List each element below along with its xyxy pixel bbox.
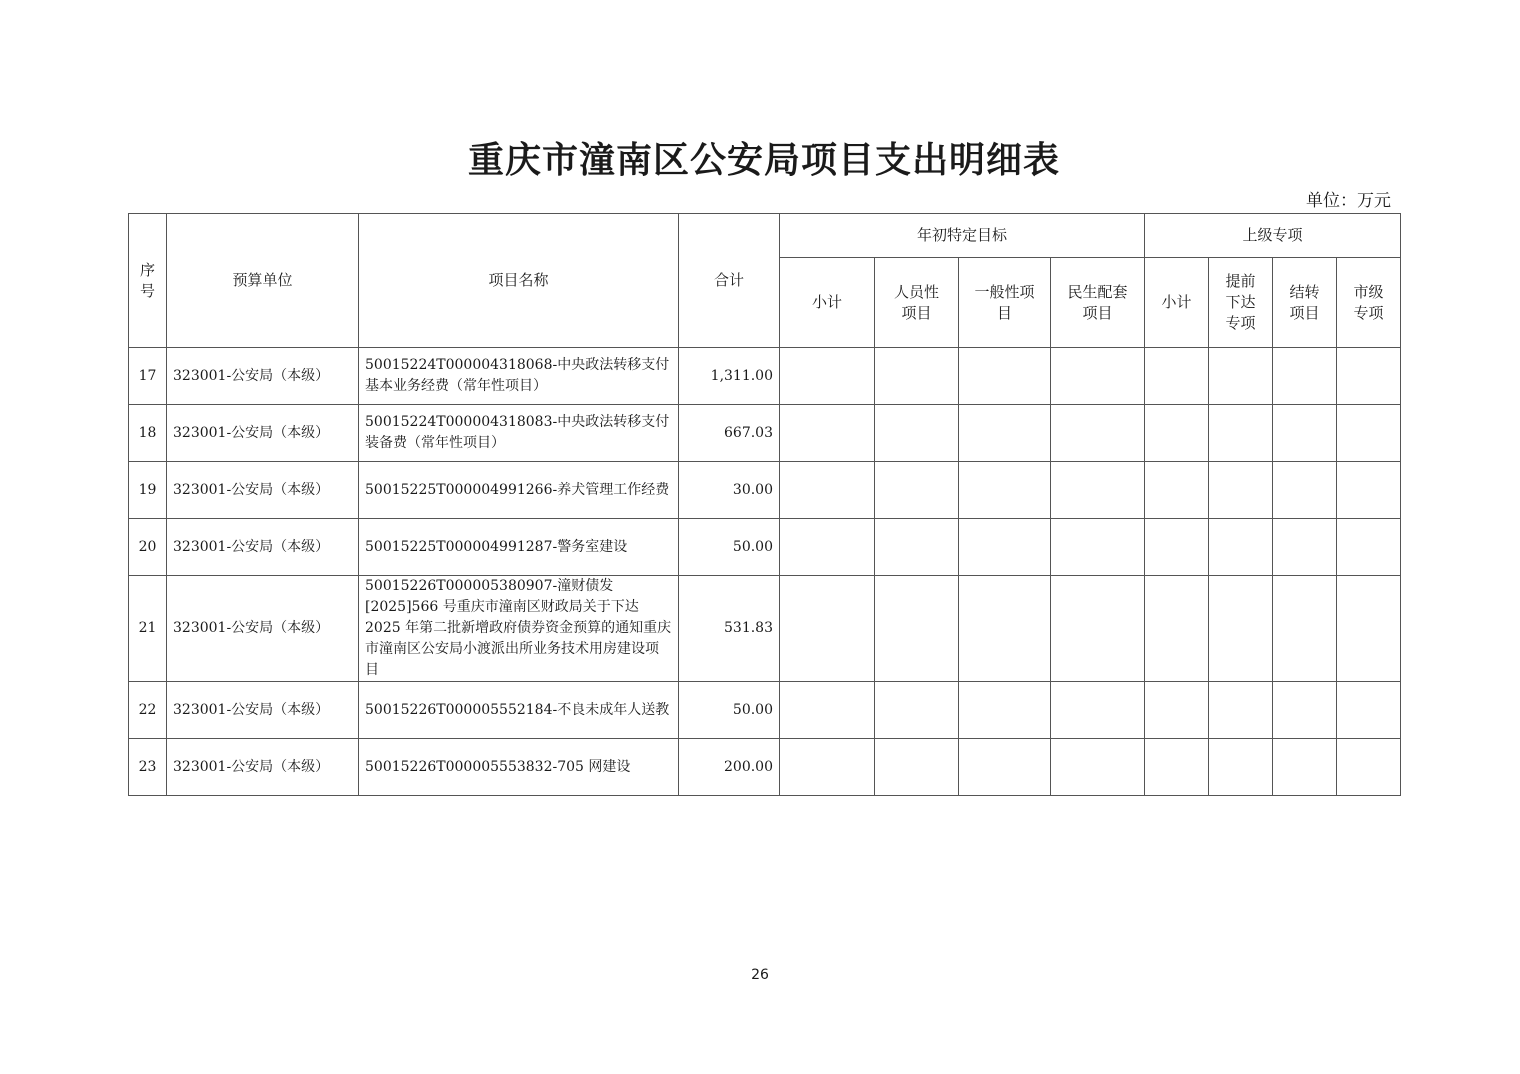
page-number: 26 — [751, 967, 769, 983]
empty-cell — [1209, 519, 1273, 576]
header-livelihood: 民生配套 项目 — [1051, 258, 1145, 348]
row-total: 1,311.00 — [679, 348, 780, 405]
empty-cell — [875, 682, 959, 739]
empty-cell — [1209, 348, 1273, 405]
empty-cell — [1337, 576, 1401, 682]
empty-cell — [959, 405, 1051, 462]
empty-cell — [780, 462, 875, 519]
row-total: 50.00 — [679, 519, 780, 576]
empty-cell — [1337, 462, 1401, 519]
row-total: 667.03 — [679, 405, 780, 462]
empty-cell — [1273, 682, 1337, 739]
row-budget-unit: 323001-公安局（本级） — [167, 462, 359, 519]
empty-cell — [1145, 739, 1209, 796]
row-seq: 18 — [129, 405, 167, 462]
row-budget-unit: 323001-公安局（本级） — [167, 405, 359, 462]
table-row — [129, 519, 1401, 576]
empty-cell — [780, 405, 875, 462]
header-advance-special: 提前 下达 专项 — [1209, 258, 1273, 348]
empty-cell — [780, 348, 875, 405]
empty-cell — [1273, 739, 1337, 796]
header-project-name: 项目名称 — [359, 214, 679, 348]
table-row — [129, 739, 1401, 796]
header-subtotal-superior: 小计 — [1145, 258, 1209, 348]
empty-cell — [1145, 576, 1209, 682]
empty-cell — [1051, 682, 1145, 739]
empty-cell — [1273, 405, 1337, 462]
row-budget-unit: 323001-公安局（本级） — [167, 576, 359, 682]
header-city-special: 市级 专项 — [1337, 258, 1401, 348]
empty-cell — [1145, 405, 1209, 462]
project-expenditure-table — [128, 213, 1401, 796]
row-project-name: 50015226T000005553832-705 网建设 — [359, 739, 679, 796]
empty-cell — [1209, 405, 1273, 462]
empty-cell — [1273, 348, 1337, 405]
empty-cell — [780, 519, 875, 576]
row-seq: 20 — [129, 519, 167, 576]
header-personnel: 人员性 项目 — [875, 258, 959, 348]
row-project-name: 50015226T000005380907-潼财债发[2025]566 号重庆市潼南区财政局关于下达 2025 年第二批新增政府债券资金预算的通知重庆市潼南区公安局小渡派出所业务技术用房建设项目 — [359, 576, 679, 682]
empty-cell — [959, 348, 1051, 405]
empty-cell — [1209, 462, 1273, 519]
header-seq: 序 号 — [129, 214, 167, 348]
row-project-name: 50015226T000005552184-不良未成年人送教 — [359, 682, 679, 739]
header-group-superior-special: 上级专项 — [1145, 214, 1401, 258]
page-title: 重庆市潼南区公安局项目支出明细表 — [467, 140, 1060, 181]
empty-cell — [1051, 739, 1145, 796]
table-row — [129, 348, 1401, 405]
empty-cell — [1145, 348, 1209, 405]
row-project-name: 50015224T000004318068-中央政法转移支付基本业务经费（常年性项目） — [359, 348, 679, 405]
row-budget-unit: 323001-公安局（本级） — [167, 348, 359, 405]
empty-cell — [959, 682, 1051, 739]
row-total: 50.00 — [679, 682, 780, 739]
empty-cell — [1337, 682, 1401, 739]
row-total: 200.00 — [679, 739, 780, 796]
table-header-row — [129, 214, 1401, 258]
row-seq: 17 — [129, 348, 167, 405]
row-seq: 21 — [129, 576, 167, 682]
header-subtotal-specific: 小计 — [780, 258, 875, 348]
empty-cell — [1051, 405, 1145, 462]
empty-cell — [1145, 462, 1209, 519]
empty-cell — [959, 576, 1051, 682]
table-row — [129, 405, 1401, 462]
row-seq: 19 — [129, 462, 167, 519]
row-project-name: 50015225T000004991266-养犬管理工作经费 — [359, 462, 679, 519]
row-project-name: 50015225T000004991287-警务室建设 — [359, 519, 679, 576]
unit-label: 单位：万元 — [1306, 191, 1391, 211]
empty-cell — [1273, 519, 1337, 576]
empty-cell — [959, 462, 1051, 519]
empty-cell — [1209, 682, 1273, 739]
empty-cell — [1337, 519, 1401, 576]
empty-cell — [1337, 405, 1401, 462]
empty-cell — [875, 739, 959, 796]
empty-cell — [1337, 739, 1401, 796]
empty-cell — [780, 739, 875, 796]
empty-cell — [875, 576, 959, 682]
empty-cell — [1209, 576, 1273, 682]
empty-cell — [1051, 348, 1145, 405]
empty-cell — [959, 739, 1051, 796]
empty-cell — [875, 519, 959, 576]
header-group-specific-target: 年初特定目标 — [780, 214, 1145, 258]
empty-cell — [1145, 519, 1209, 576]
table-row — [129, 462, 1401, 519]
row-total: 30.00 — [679, 462, 780, 519]
empty-cell — [780, 576, 875, 682]
empty-cell — [1209, 739, 1273, 796]
row-seq: 22 — [129, 682, 167, 739]
row-project-name: 50015224T000004318083-中央政法转移支付装备费（常年性项目） — [359, 405, 679, 462]
empty-cell — [1051, 519, 1145, 576]
empty-cell — [959, 519, 1051, 576]
empty-cell — [875, 405, 959, 462]
empty-cell — [1051, 576, 1145, 682]
empty-cell — [1051, 462, 1145, 519]
empty-cell — [1145, 682, 1209, 739]
row-budget-unit: 323001-公安局（本级） — [167, 682, 359, 739]
row-total: 531.83 — [679, 576, 780, 682]
row-seq: 23 — [129, 739, 167, 796]
row-budget-unit: 323001-公安局（本级） — [167, 739, 359, 796]
header-carryover: 结转 项目 — [1273, 258, 1337, 348]
empty-cell — [1337, 348, 1401, 405]
row-budget-unit: 323001-公安局（本级） — [167, 519, 359, 576]
empty-cell — [1273, 576, 1337, 682]
empty-cell — [1273, 462, 1337, 519]
empty-cell — [875, 462, 959, 519]
empty-cell — [875, 348, 959, 405]
header-budget-unit: 预算单位 — [167, 214, 359, 348]
table-row — [129, 576, 1401, 682]
header-total: 合计 — [679, 214, 780, 348]
table-row — [129, 682, 1401, 739]
header-general: 一般性项 目 — [959, 258, 1051, 348]
empty-cell — [780, 682, 875, 739]
